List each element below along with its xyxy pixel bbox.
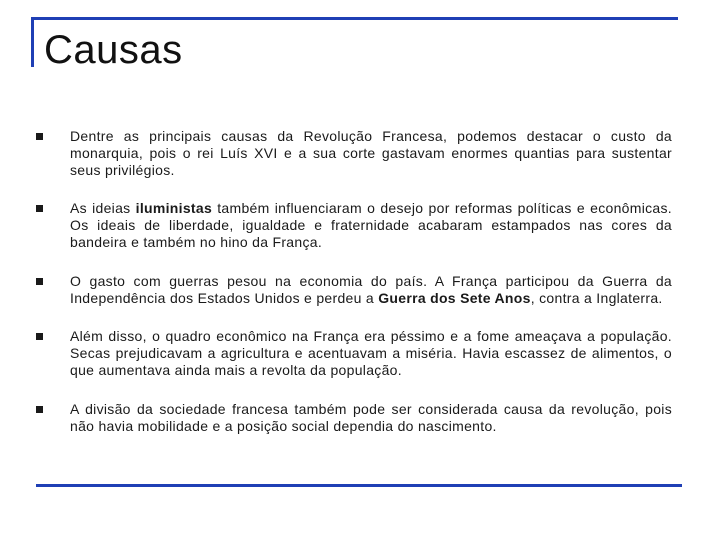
bullet-item — [36, 200, 672, 250]
square-bullet-icon — [36, 406, 43, 413]
bullet-text — [70, 200, 672, 250]
bullet-text-emphasis: Guerra dos Sete Anos — [378, 289, 531, 306]
bullet-item — [36, 328, 672, 378]
title-frame-left-rule — [31, 17, 34, 67]
bullet-text-segment: A divisão da sociedade francesa também pode ser considerada causa da revolução, pois não havia mobilidade e a posição social dependia do nascimento. — [70, 400, 672, 434]
bullet-text-segment: O gasto com guerras pesou na economia do país. A França participou da Guerra da Independência dos Estados Unidos e perdeu a — [70, 272, 672, 306]
bullet-text — [70, 273, 672, 306]
bullet-item — [36, 273, 672, 307]
bullet-item — [36, 128, 672, 178]
bullet-text-segment: As ideias — [70, 200, 136, 217]
square-bullet-icon — [36, 205, 43, 212]
bullet-list — [36, 128, 672, 434]
bullet-text-segment: também influenciaram o desejo por reformas políticas e econômicas. Os ideais de liberdade, igualdade e fraternidade acabaram estampados nas cores da bandeira e também no hino da França. — [70, 200, 672, 250]
bullet-text-segment: , contra a Inglaterra. — [530, 289, 663, 306]
bullet-text — [70, 401, 672, 434]
slide-title: Causas — [44, 28, 183, 72]
bullet-item — [36, 401, 672, 435]
square-bullet-icon — [36, 133, 43, 140]
bullet-text-segment: Além disso, o quadro econômico na França era péssimo e a fome ameaçava a população. Secas prejudicavam a agricultura e acentuavam a miséria. Havia escassez de alimentos, o que aumentava ainda mais a revolta da população. — [70, 328, 672, 378]
square-bullet-icon — [36, 278, 43, 285]
title-frame-top-rule — [31, 17, 678, 20]
bottom-rule — [36, 484, 682, 487]
bullet-text-emphasis: iluministas — [135, 200, 213, 217]
bullet-text-segment: Dentre as principais causas da Revolução Francesa, podemos destacar o custo da monarquia, pois o rei Luís XVI e a sua corte gastavam enormes quantias para sustentar seus privilégios. — [70, 128, 672, 178]
bullet-text — [70, 328, 672, 378]
bullet-text — [70, 128, 672, 178]
square-bullet-icon — [36, 333, 43, 340]
